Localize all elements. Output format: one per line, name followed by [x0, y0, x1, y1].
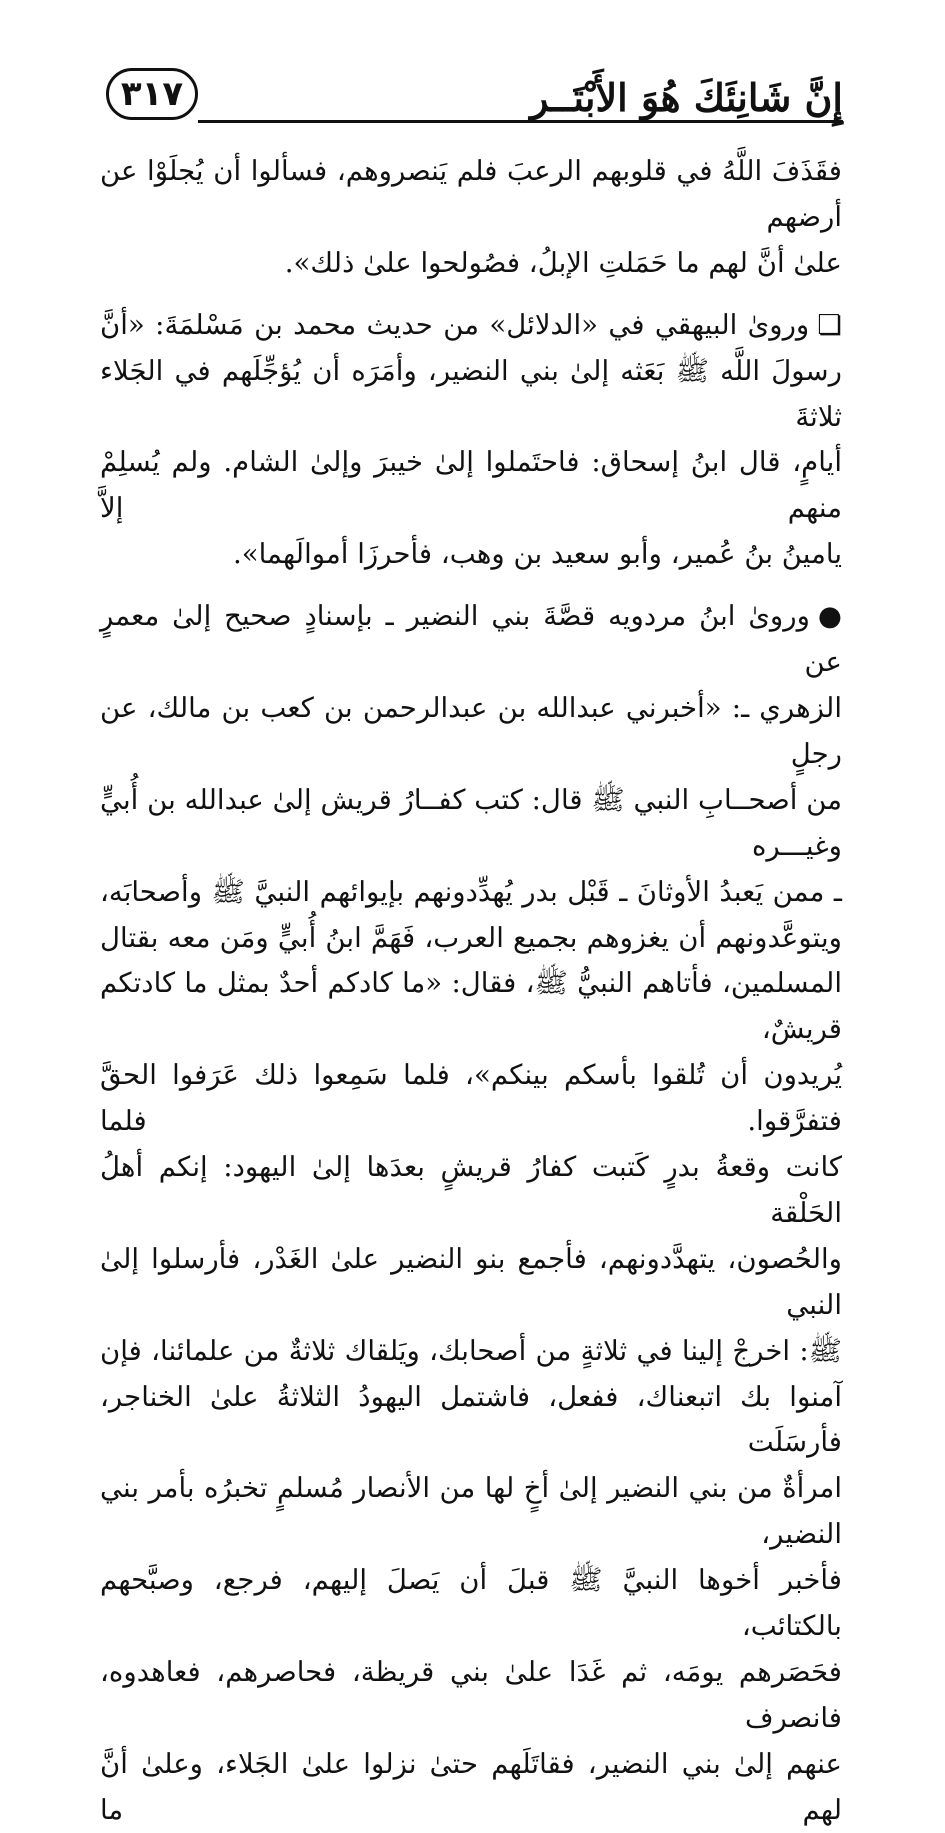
- text-line: علىٰ أنَّ لهم ما حَمَلتِ الإبلُ، فصُولحوا علىٰ ذلك».: [284, 245, 842, 279]
- text-line-content: ورویٰ البيهقي في «الدلائل» من حديث محمد بن مَسْلمَةَ: «أنَّ: [100, 307, 810, 341]
- text-line: [100, 302, 842, 348]
- text-line: الزهري ـ: «أخبرني عبدالله بن عبدالرحمن بن كعب بن مالك، عن رجلٍ: [100, 690, 842, 770]
- text-line: من أصحــابِ النبي ﷺ قال: كتب كفــارُ قريش إلىٰ عبدالله بن أُبيٍّ وغيـــره: [100, 782, 842, 862]
- page-number-badge: ٣١٧: [106, 68, 198, 120]
- text-line: أيامٍ، قال ابنُ إسحاق: فاحتَملوا إلىٰ خيبرَ وإلىٰ الشام. ولم يُسلِمْ منهم إلاَّ: [100, 445, 842, 525]
- text-line: امرأةٌ من بني النضير إلىٰ أخٍ لها من الأنصار مُسلمٍ تخبرُه بأمر بني النضير،: [100, 1471, 842, 1551]
- text-line: آمنوا بك اتبعناك، ففعل، فاشتمل اليهودُ الثلاثةُ علىٰ الخناجر، فأرسَلَت: [100, 1379, 842, 1459]
- header-rule: [198, 120, 843, 123]
- text-line: ﷺ: اخرجْ إلينا في ثلاثةٍ من أصحابك، ويَلقاك ثلاثةٌ من علمائنا، فإن: [100, 1333, 842, 1367]
- text-line: ـ ممن يَعبدُ الأوثانَ ـ قَبْل بدر يُهدِّدونهم بإيوائهم النبيَّ ﷺ وأصحابَه،: [100, 874, 842, 908]
- text-line: فقَذَفَ اللَّهُ في قلوبهم الرعبَ فلم يَنصروهم، فسألوا أن يُجلَوْا عن أرضهم: [100, 154, 842, 233]
- text-line: [100, 593, 842, 685]
- text-line: فحَصَرهم يومَه، ثم غَدَا علىٰ بني قريظة، فحاصرهم، فعاهدوه، فانصرف: [100, 1655, 842, 1734]
- text-line: المسلمين، فأتاهم النبيُّ ﷺ، فقال: «ما كادكم أحدٌ بمثل ما كادتكم قريشٌ،: [100, 966, 842, 1046]
- text-line: عنهم إلىٰ بني النضير، فقاتَلَهم حتىٰ نزلوا علىٰ الجَلاء، وعلىٰ أنَّ لهم ما: [100, 1746, 842, 1826]
- text-line: يُريدون أن تُلقوا بأسكم بينكم»، فلما سَمِعوا ذلك عَرَفوا الحقَّ فتفرَّقوا. فلما: [100, 1058, 842, 1138]
- running-title: إِنَّ شَانِئَكَ هُوَ الأَبْتَــر: [530, 75, 843, 120]
- text-line: فأخبر أخوها النبيَّ ﷺ قبلَ أن يَصلَ إليهم، فرجع، وصبَّحهم بالكتائب،: [100, 1563, 842, 1643]
- bullet-marker-icon: ●: [817, 599, 842, 633]
- text-line: رسولَ اللَّه ﷺ بَعَثه إلىٰ بني النضير، وأمَرَه أن يُؤجِّلَهم في الجَلاء ثلاثةَ: [100, 353, 842, 433]
- page-header: [98, 66, 843, 134]
- text-line: كانت وقعةُ بدرٍ كَتبت كفارُ قريشٍ بعدَها إلىٰ اليهود: إنكم أهلُ الحَلْقة: [100, 1150, 842, 1229]
- text-line: والحُصون، يتهدَّدونهم، فأجمع بنو النضير علىٰ الغَدْر، فأرسلوا إلىٰ النبي: [100, 1241, 842, 1321]
- text-line: يامينُ بنُ عُمير، وأبو سعيد بن وهب، فأحرزَا أموالَهما».: [232, 537, 842, 571]
- text-line-content: ورویٰ ابنُ مردويه قصَّةَ بني النضير ـ بإسنادٍ صحيح إلىٰ معمرٍ عن: [100, 599, 842, 679]
- text-line: ويتوعَّدونهم أن يغزوهم بجميع العرب، فَهَمَّ ابنُ أُبيٍّ ومَن معه بقتال: [100, 920, 842, 954]
- body-text: [100, 148, 842, 1833]
- checkbox-marker-icon: ❏: [817, 307, 842, 341]
